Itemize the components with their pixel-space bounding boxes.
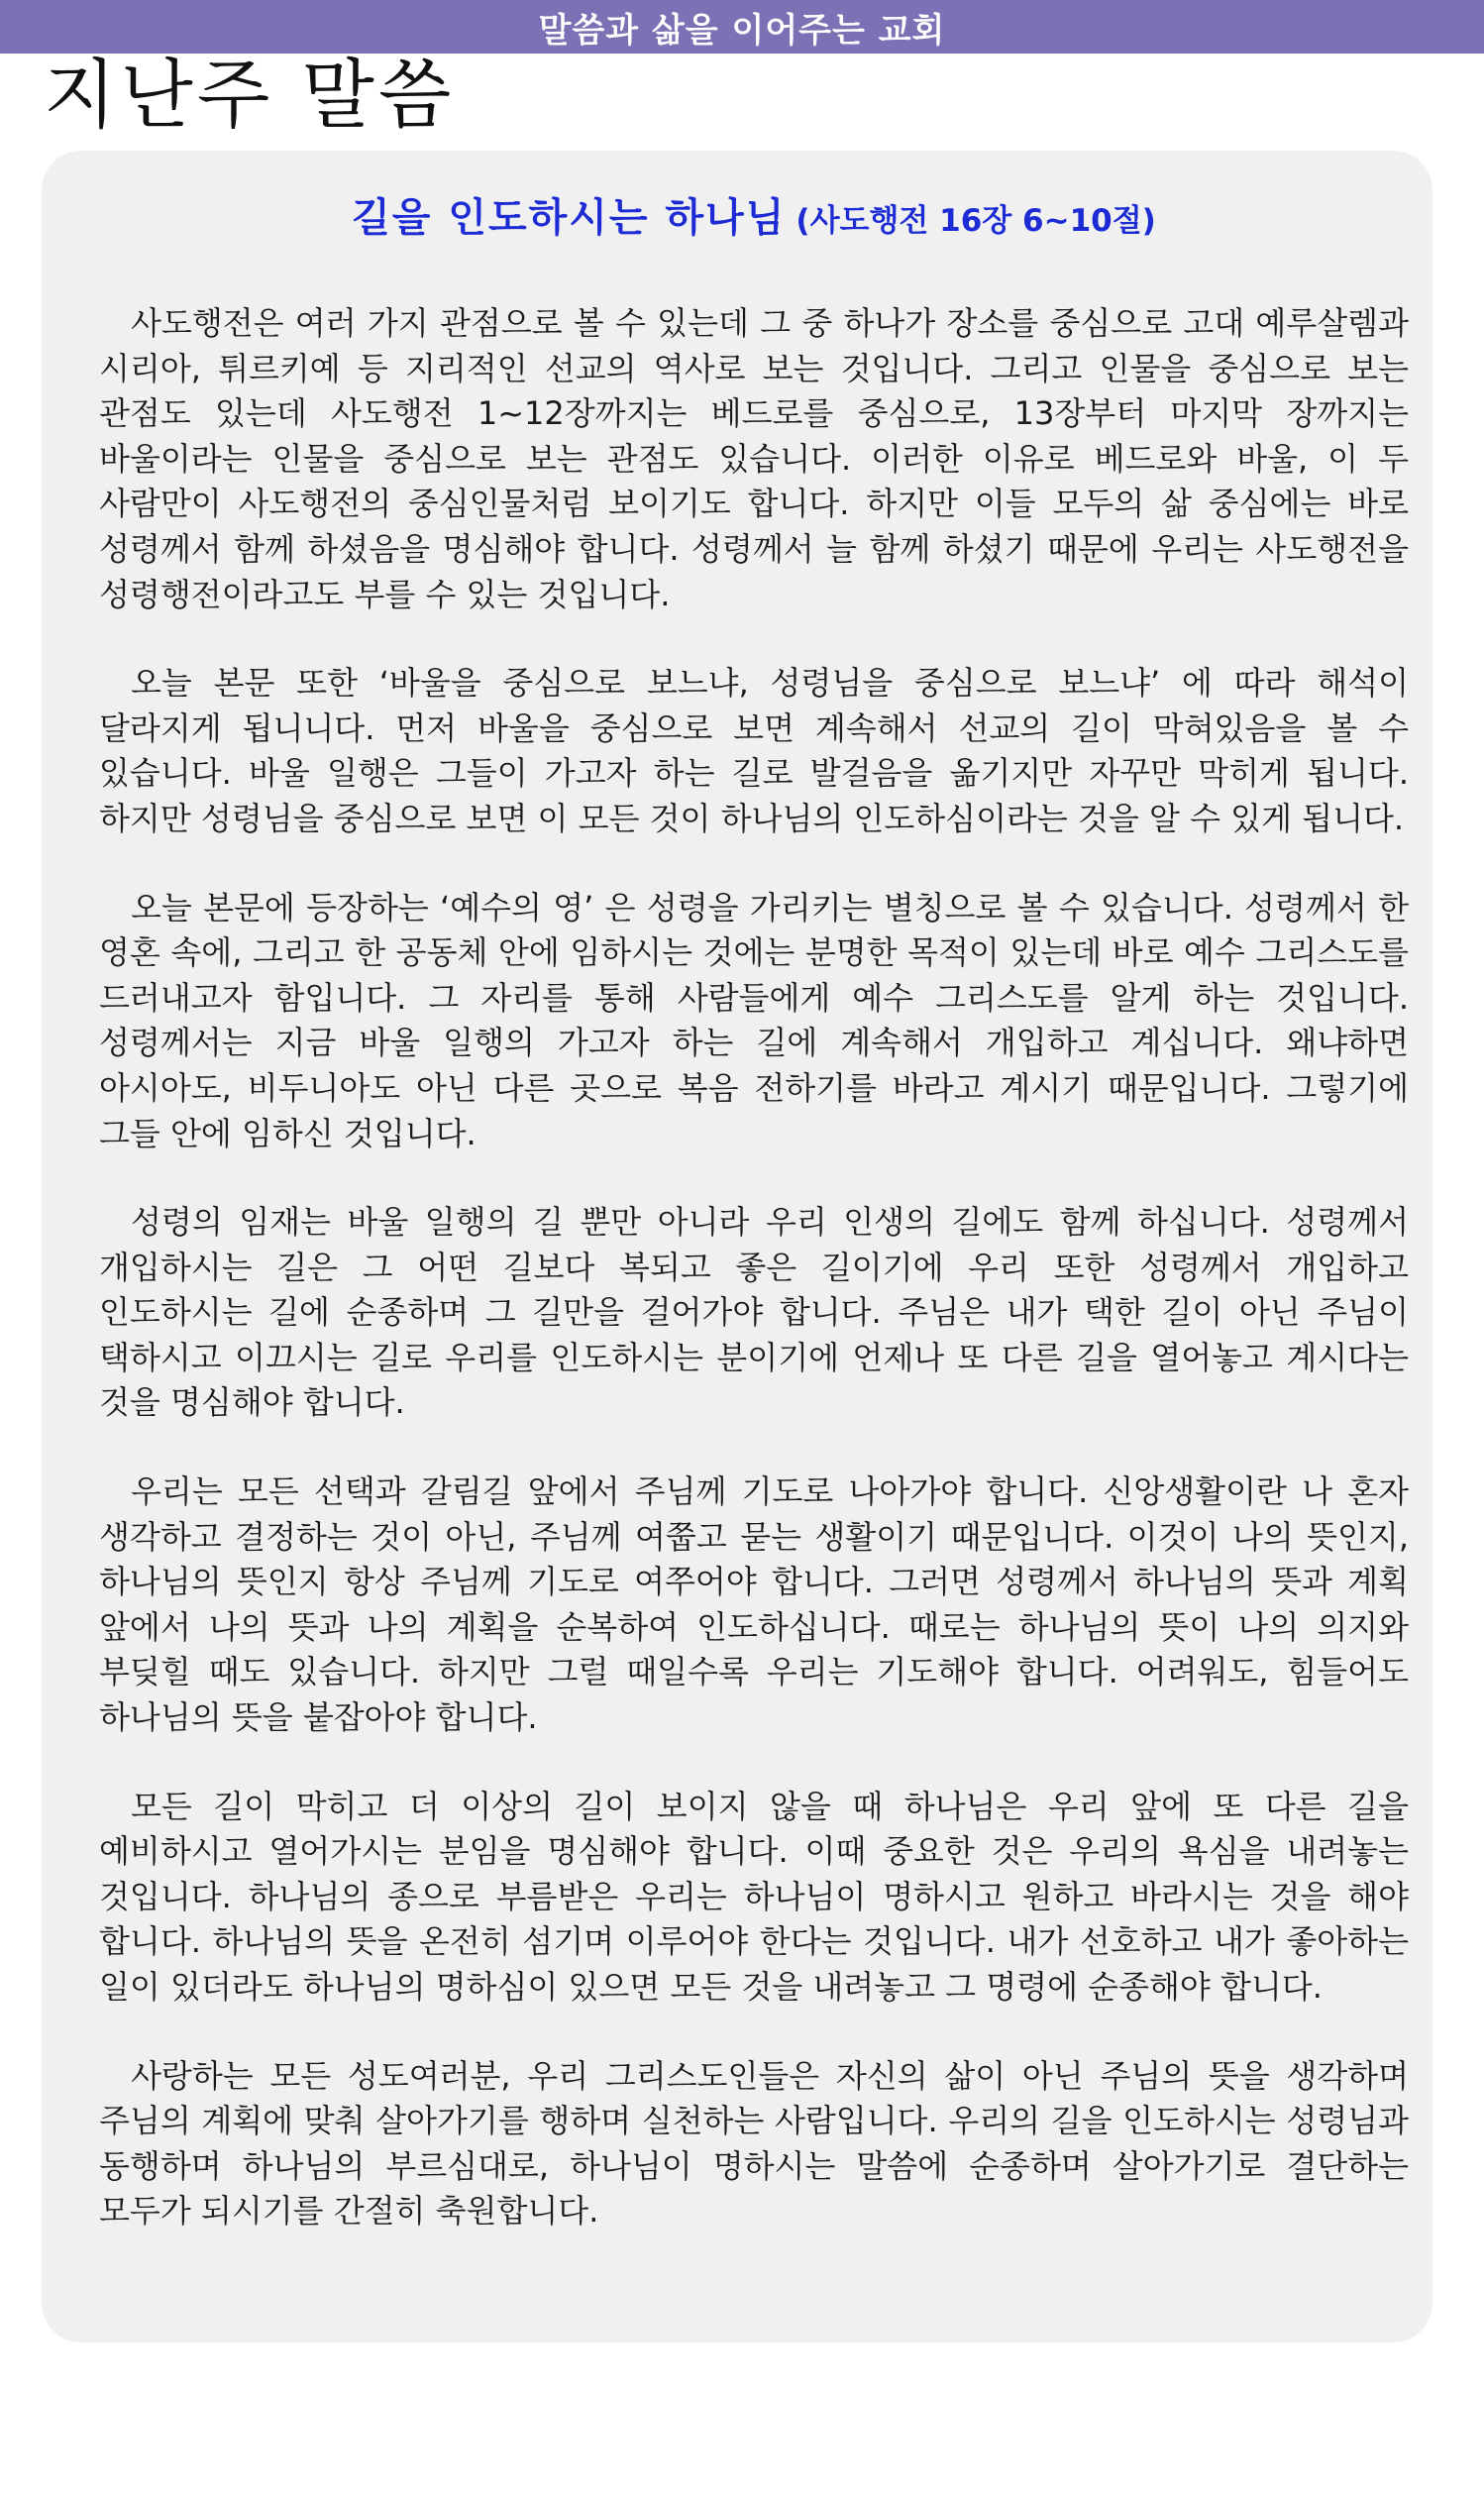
- sermon-paragraph: 모든 길이 막히고 더 이상의 길이 보이지 않을 때 하나님은 우리 앞에 또 다른 길을 예비하시고 열어가시는 분임을 명심해야 합니다. 이때 중요한 것은 우리의 욕심을 내려놓는 것입니다. 하나님의 종으로 부름받은 우리는 하나님이 명하시고 원하고 바라시는 것을 해야 합니다. 하나님의 뜻을 온전히 섬기며 이루어야 한다는 것입니다. 내가 선호하고 내가 좋아하는 일이 있더라도 하나님의 명하심이 있으면 모든 것을 내려놓고 그 명령에 순종해야 합니다.: [99, 1787, 1409, 2006]
- top-banner: [0, 0, 1484, 54]
- sermon-body: [99, 301, 1409, 2234]
- sermon-paragraph: 사랑하는 모든 성도여러분, 우리 그리스도인들은 자신의 삶이 아닌 주님의 뜻을 생각하며 주님의 계획에 맞춰 살아가기를 행하며 실천하는 사람입니다. 우리의 길을 인도하시는 성령님과 동행하며 하나님의 부르심대로, 하나님이 명하시는 말씀에 순종하며 살아가기로 결단하는 모두가 되시기를 간절히 축원합니다.: [99, 2056, 1409, 2231]
- sermon-heading: [99, 186, 1409, 250]
- scripture-reference: (사도행전 16장 6~10절): [795, 203, 1156, 239]
- sermon-paragraph: 우리는 모든 선택과 갈림길 앞에서 주님께 기도로 나아가야 합니다. 신앙생활이란 나 혼자 생각하고 결정하는 것이 아닌, 주님께 여쭙고 묻는 생활이기 때문입니다. 이것이 나의 뜻인지, 하나님의 뜻인지 항상 주님께 기도로 여쭈어야 합니다. 그러면 성령께서 하나님의 뜻과 계획 앞에서 나의 뜻과 나의 계획을 순복하여 인도하십니다. 때로는 하나님의 뜻이 나의 의지와 부딪힐 때도 있습니다. 하지만 그럴 때일수록 우리는 기도해야 합니다. 어려워도, 힘들어도 하나님의 뜻을 붙잡아야 합니다.: [99, 1472, 1409, 1737]
- sermon-card: [42, 151, 1432, 2342]
- sermon-paragraph: 성령의 임재는 바울 일행의 길 뿐만 아니라 우리 인생의 길에도 함께 하십니다. 성령께서 개입하시는 길은 그 어떤 길보다 복되고 좋은 길이기에 우리 또한 성령께서 개입하고 인도하시는 길에 순종하며 그 길만을 걸어가야 합니다. 주님은 내가 택한 길이 아닌 주님이 택하시고 이끄시는 길로 우리를 인도하시는 분이기에 언제나 또 다른 길을 열어놓고 계시다는 것을 명심해야 합니다.: [99, 1203, 1409, 1422]
- sermon-paragraph: 오늘 본문 또한 ‘바울을 중심으로 보느냐, 성령님을 중심으로 보느냐’ 에 따라 해석이 달라지게 됩니니다. 먼저 바울을 중심으로 보면 계속해서 선교의 길이 막혀있음을 볼 수 있습니다. 바울 일행은 그들이 가고자 하는 길로 발걸음을 옮기지만 자꾸만 막히게 됩니다. 하지만 성령님을 중심으로 보면 이 모든 것이 하나님의 인도하심이라는 것을 알 수 있게 됩니다.: [99, 664, 1409, 837]
- sermon-paragraph: 오늘 본문에 등장하는 ‘예수의 영’ 은 성령을 가리키는 별칭으로 볼 수 있습니다. 성령께서 한 영혼 속에, 그리고 한 공동체 안에 임하시는 것에는 분명한 목적이 있는데 바로 예수 그리스도를 드러내고자 함입니다. 그 자리를 통해 사람들에게 예수 그리스도를 알게 하는 것입니다. 성령께서는 지금 바울 일행의 가고자 하는 길에 계속해서 개입하고 계십니다. 왜냐하면 아시아도, 비두니아도 아닌 다른 곳으로 복음 전하기를 바라고 계시기 때문입니다. 그렇기에 그들 안에 임하신 것입니다.: [99, 888, 1409, 1152]
- section-title: 지난주 말씀: [44, 51, 456, 139]
- sermon-paragraph: 사도행전은 여러 가지 관점으로 볼 수 있는데 그 중 하나가 장소를 중심으로 고대 예루살렘과 시리아, 튀르키예 등 지리적인 선교의 역사로 보는 것입니다. 그리고 인물을 중심으로 보는 관점도 있는데 사도행전 1~12장까지는 베드로를 중심으로, 13장부터 마지막 장까지는 바울이라는 인물을 중심으로 보는 관점도 있습니다. 이러한 이유로 베드로와 바울, 이 두 사람만이 사도행전의 중심인물처럼 보이기도 합니다. 하지만 이들 모두의 삶 중심에는 바로 성령께서 함께 하셨음을 명심해야 합니다. 성령께서 늘 함께 하셨기 때문에 우리는 사도행전을 성령행전이라고도 부를 수 있는 것입니다.: [99, 304, 1409, 613]
- banner-text: 말씀과 삶을 이어주는 교회: [538, 10, 946, 51]
- sermon-title: 길을 인도하시는 하나님: [352, 195, 787, 241]
